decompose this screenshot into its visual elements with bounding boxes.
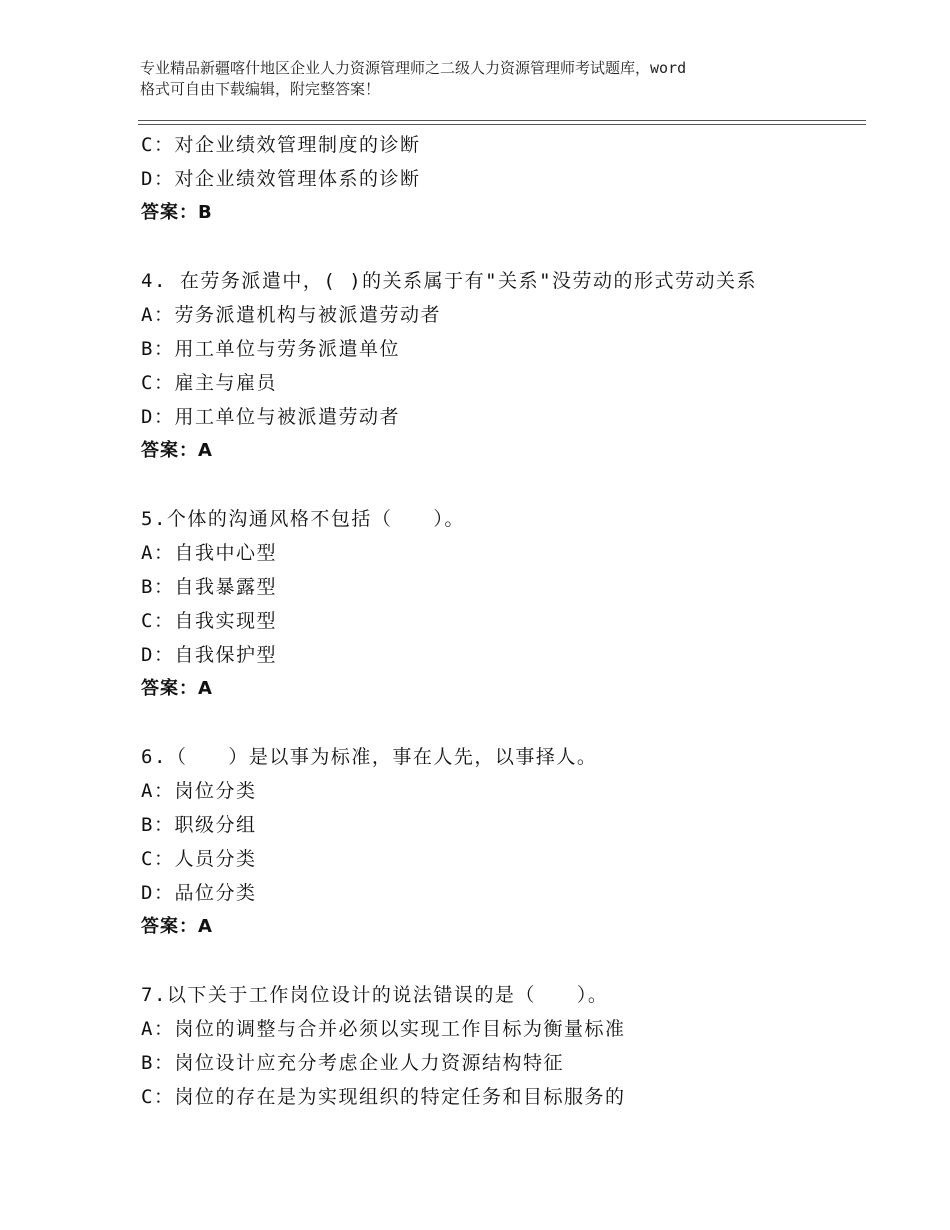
document-header [140, 58, 840, 100]
spacer [141, 944, 861, 978]
answer: 答案：A [141, 440, 213, 461]
question-stem: 6.（ ）是以事为标准，事在人先，以事择人。 [141, 746, 598, 768]
question-partial [141, 128, 861, 230]
option-a: A：劳务派遣机构与被派遣劳动者 [141, 304, 441, 326]
option-d: D：对企业绩效管理体系的诊断 [141, 168, 421, 190]
option-a: A：自我中心型 [141, 542, 277, 564]
spacer [141, 468, 861, 502]
question-6 [141, 740, 861, 944]
option-c: C：自我实现型 [141, 610, 277, 632]
option-c: C：雇主与雇员 [141, 372, 277, 394]
option-c: C：对企业绩效管理制度的诊断 [141, 134, 421, 156]
option-d: D：用工单位与被派遣劳动者 [141, 406, 400, 428]
option-b: B：岗位设计应充分考虑企业人力资源结构特征 [141, 1052, 564, 1074]
option-b: B：自我暴露型 [141, 576, 277, 598]
question-5 [141, 502, 861, 706]
option-c: C：岗位的存在是为实现组织的特定任务和目标服务的 [141, 1086, 626, 1108]
option-d: D：自我保护型 [141, 644, 277, 666]
answer: 答案：B [141, 202, 213, 223]
answer: 答案：A [141, 678, 213, 699]
question-stem: 4. 在劳务派遣中，( )的关系属于有"关系"没劳动的形式劳动关系 [141, 270, 758, 292]
header-line-1: 专业精品新疆喀什地区企业人力资源管理师之二级人力资源管理师考试题库，word [140, 59, 687, 77]
option-d: D：品位分类 [141, 882, 257, 904]
question-list [141, 128, 861, 1114]
option-a: A：岗位的调整与合并必须以实现工作目标为衡量标准 [141, 1018, 626, 1040]
option-c: C：人员分类 [141, 848, 257, 870]
option-a: A：岗位分类 [141, 780, 257, 802]
header-divider-bottom [138, 124, 866, 125]
question-7 [141, 978, 861, 1114]
header-divider-top [138, 120, 866, 121]
question-4 [141, 264, 861, 468]
question-stem: 5.个体的沟通风格不包括（ ）。 [141, 508, 465, 530]
option-b: B：职级分组 [141, 814, 257, 836]
spacer [141, 706, 861, 740]
spacer [141, 230, 861, 264]
header-line-2: 格式可自由下载编辑，附完整答案！ [140, 80, 381, 98]
option-b: B：用工单位与劳务派遣单位 [141, 338, 400, 360]
question-stem: 7.以下关于工作岗位设计的说法错误的是（ ）。 [141, 984, 609, 1006]
answer: 答案：A [141, 916, 213, 937]
